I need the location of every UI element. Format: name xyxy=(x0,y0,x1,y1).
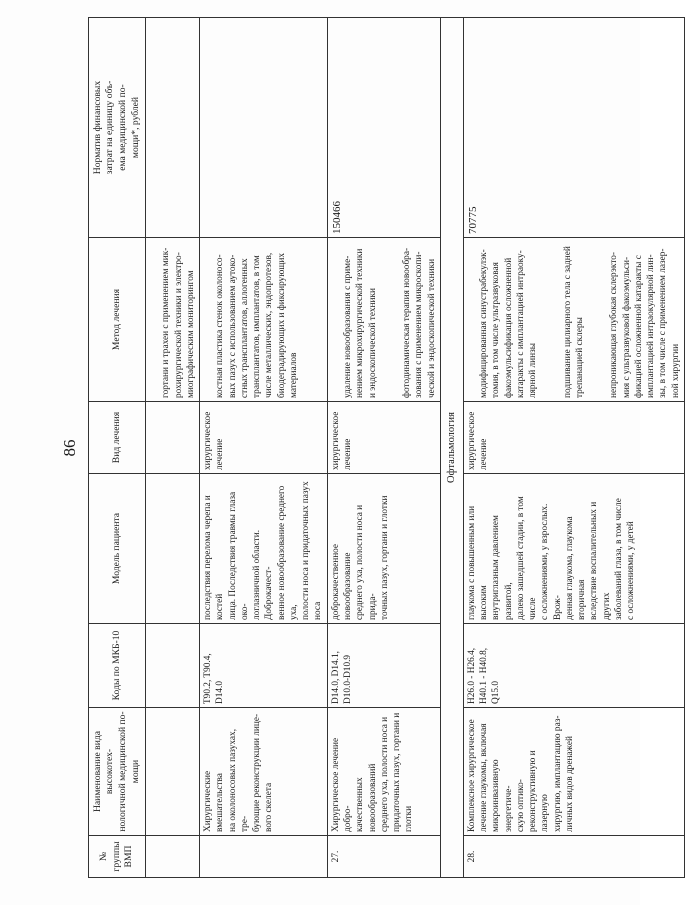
treatment-method xyxy=(327,238,440,402)
icd-codes: D14.0, D14.1, D10.0-D10.9 xyxy=(327,624,440,708)
header-icd-codes: Коды по МКБ-10 xyxy=(89,624,146,708)
icd-codes xyxy=(146,624,200,708)
header-group-number: № группы ВМП xyxy=(89,836,146,878)
method-item: модифицированная синустрабекулэк- томия, в том числе ультразвуковая факоэмульсификация осложненной катаракты с имплантацией интраоку- лярной линзы xyxy=(478,249,539,398)
cost-norm: 70775 xyxy=(463,18,684,238)
treatment-type xyxy=(146,402,200,474)
treatment-type: хирургическое лечение xyxy=(327,402,440,474)
treatment-method xyxy=(200,238,328,402)
treatment-type: хирургическое лечение xyxy=(463,402,684,474)
icd-codes: H26.0 - H26.4, H40.1 - H40.8, Q15.0 xyxy=(463,624,684,708)
vmp-name: Хирургическое лечение добро- качественных новообразований среднего уха, полости носа и придаточных пазух, гортани и глотки xyxy=(327,708,440,836)
section-title: Офтальмология xyxy=(440,18,463,878)
header-treatment-method: Метод лечения xyxy=(89,238,146,402)
rotated-sheet xyxy=(48,18,681,878)
method-item: гортани и трахеи с применением мик- рохирургической техники и электро- миографическим мониторингом xyxy=(161,247,196,398)
cost-norm: 150466 xyxy=(327,18,440,238)
icd-codes: T90.2, T90.4, D14.0 xyxy=(200,624,328,708)
patient-model xyxy=(146,474,200,624)
section-row xyxy=(440,18,463,878)
treatment-type: хирургическое лечение xyxy=(200,402,328,474)
patient-model: доброкачественное новообразование среднего уха, полости носа и прида- точных пазух, гортани и глотки xyxy=(327,474,440,624)
page-number: 86 xyxy=(60,439,79,457)
header-cost-norm: Норматив финансовых затрат на единицу объ- ема медицинской по- мощи*, рублей xyxy=(89,18,146,238)
method-item: фотодинамическая терапия новообра- зования с применением микроскопи- ческой и эндоскопической техники xyxy=(402,247,437,398)
table-row xyxy=(327,18,440,878)
header-vmp-name: Наименование вида высокотех- нологичной медицинской по- мощи xyxy=(89,708,146,836)
table-row xyxy=(200,18,328,878)
cost-norm xyxy=(146,18,200,238)
treatment-method xyxy=(146,238,200,402)
group-number xyxy=(146,836,200,878)
method-item: удаление новообразования с приме- нением микрохирургической техники и эндоскопической техники xyxy=(342,248,378,398)
table-header-row xyxy=(89,18,146,878)
patient-model: последствия перелома черепа и костей лица. Последствия травмы глаза око- логлазничной области. Доброкачест- венное новообразование среднего уха, полости носа и придаточных пазух носа xyxy=(200,474,328,624)
cost-norm xyxy=(200,18,328,238)
method-item: непроникающая глубокая склерэкто- мия с ультразвуковой факоэмульси- фикацией осложненной катаракты с имплантацией интраокулярной лин- зы, в том числе с применением лазер- ной хирургии xyxy=(609,248,681,398)
method-item: костная пластика стенок околоносо- вых пазух с использованием аутоко- стных трансплантатов, аллогенных трансплантатов, имплантатов, в том числе металлических, эндопротезов, биодеградирующих и фиксирующих материалов xyxy=(215,252,299,398)
header-patient-model: Модель пациента xyxy=(89,474,146,624)
header-treatment-type: Вид лечения xyxy=(89,402,146,474)
vmp-table xyxy=(88,17,685,878)
group-number: 27. xyxy=(327,836,440,878)
group-number xyxy=(200,836,328,878)
vmp-name: Комплексное хирургическое лечение глаукомы, включая микроинвазивную энергетиче- скую оптико- реконструктивную и лазерную хирургию, имплантацию раз- личных видов дренажей xyxy=(463,708,684,836)
group-number: 28. xyxy=(463,836,684,878)
vmp-name xyxy=(146,708,200,836)
table-row xyxy=(146,18,200,878)
treatment-method xyxy=(463,238,684,402)
patient-model: глаукома с повышенным или высоким внутриглазным давлением развитой, далеко зашедшей стадии, в том числе с осложнениями, у взрослых. Врож- денная глаукома, глаукома вторичная вследствие воспалительных и других заболеваний глаза, в том числе с осложнениями, у детей xyxy=(463,474,684,624)
method-item: подшивание цилиарного тела с задней трепанацией склеры xyxy=(562,246,585,398)
vmp-name: Хирургические вмешательства на околоносовых пазухах, тре- бующие реконструкции лице- вого скелета xyxy=(200,708,328,836)
table-row xyxy=(463,18,684,878)
